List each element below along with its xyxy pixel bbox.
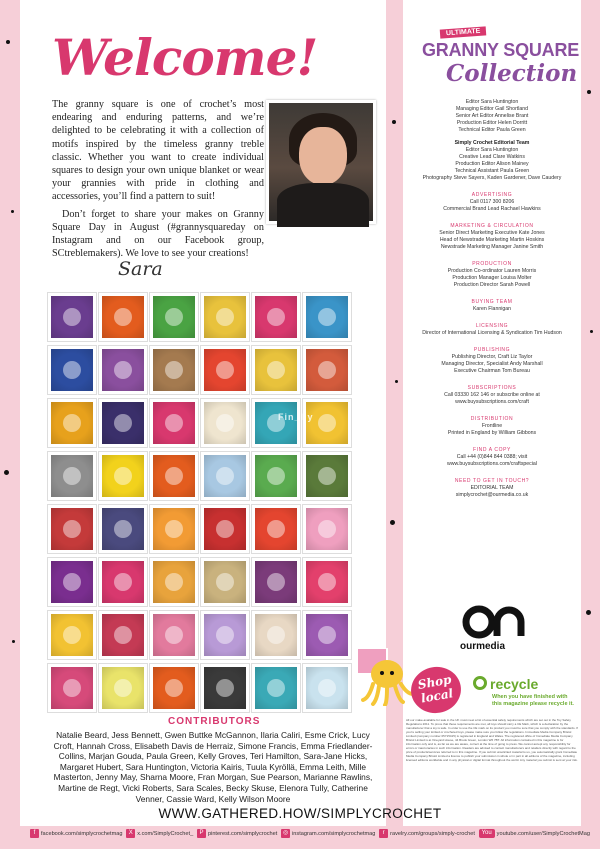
granny-square-tile [48,611,96,659]
photo-face [299,127,347,185]
ink-speckle [4,470,9,475]
ink-speckle [395,380,398,383]
welcome-heading: Welcome! [52,28,318,87]
social-link[interactable] [126,829,193,838]
social-link[interactable] [379,829,475,838]
granny-square-tile [303,664,351,712]
credits-line: EDITORIAL TEAM [470,485,514,491]
credits-list [405,99,579,499]
social-link-label: instagram.com/simplycrochetmag [292,830,376,837]
granny-square-tile [99,346,147,394]
granny-square-tile [48,399,96,447]
credits-section-heading: ADVERTISING [471,192,513,198]
credits-line: www.buysubscriptions.com/craft [455,399,529,405]
granny-square-tile [48,505,96,553]
photo-body [277,183,369,227]
ink-speckle [587,90,591,94]
social-link[interactable] [281,829,375,838]
granny-square-tile [48,664,96,712]
ink-speckle [390,520,395,525]
credits-line: Newstrade Marketing Manager Janine Smith [440,244,544,250]
credits-line: simplycrochet@ourmedia.co.uk [455,492,529,498]
credits-section-heading: DISTRIBUTION [470,416,514,422]
credits-line: Editor Sara Huntington [465,147,519,153]
ink-speckle [11,210,14,213]
ink-speckle [392,120,396,124]
crochet-octopus-icon [355,648,415,706]
granny-square-tile [252,505,300,553]
granny-square-tile [201,452,249,500]
pinterest-icon: P [197,829,206,838]
ultimate-badge: ULTIMATE [440,26,487,38]
granny-square-tile [252,346,300,394]
social-links [30,829,590,838]
granny-square-tile [48,452,96,500]
granny-square-tile [303,611,351,659]
ink-speckle [590,330,593,333]
granny-square-tile [48,293,96,341]
granny-square-tile [201,558,249,606]
ourmedia-wordmark: ourmedia [460,641,506,652]
credits-line: Technical Assistant Paula Green [454,168,530,174]
contributors-title: CONTRIBUTORS [168,716,261,727]
recycle-icon [473,676,487,690]
credits-line: Managing Editor Gail Shortland [455,106,529,112]
credits-section-heading: PRODUCTION [472,261,512,267]
granny-square-tile [303,558,351,606]
credits-line: www.buysubscriptions.com/craftspecial [447,461,537,467]
recycle-wordmark: recycle [490,676,539,692]
credits-line: Production Editor Helen Dorritt [456,120,528,126]
granny-square-tile [48,346,96,394]
social-link-label: ravelry.com/groups/simply-crochet [390,830,475,837]
granny-square-tile [201,505,249,553]
credits-section-heading: LICENSING [475,323,509,329]
granny-square-tile [48,558,96,606]
credits-line: Publishing Director, Craft Liz Taylor [451,354,533,360]
credits-line: Creative Lead Clare Watkins [459,154,525,160]
youtube-icon: You [479,829,495,838]
editor-signature: Sara [118,258,163,280]
credits-line: Editor Sara Huntington [465,99,519,105]
ink-speckle [12,640,15,643]
masthead-subtitle: Collection [446,60,578,87]
credits-line: Head of Newstrade Marketing Martin Hoskins [439,237,545,243]
masthead-title: GRANNY SQUARE [422,40,580,60]
intro-paragraph: Don’t forget to share your makes on Granny Square Day in August (#grannysquareday on Instagram and on our Facebook group, SCtreblemakers). We love to see your creations! [52,208,264,260]
credits-section-heading: FIND A COPY [473,447,511,453]
granny-square-tile [252,664,300,712]
recycle-message: When you have finished with this magazine please recycle it. [492,694,574,707]
credits-line: Call 03330 162 146 or subscribe online at [444,392,540,398]
social-link[interactable] [197,829,277,838]
granny-square-tile [150,399,198,447]
granny-square-tile [99,293,147,341]
granny-square-tile [99,611,147,659]
granny-square-tile [150,505,198,553]
granny-square-tile [201,611,249,659]
granny-square-tile [252,399,300,447]
granny-square-tile [303,505,351,553]
granny-square-tile [150,558,198,606]
ravelry-icon: r [379,829,388,838]
facebook-icon: f [30,829,39,838]
granny-square-tile [303,293,351,341]
social-link[interactable] [30,829,122,838]
granny-square-tile [150,664,198,712]
credits-line: Production Manager Louisa Molter [452,275,532,281]
credits-line: Senior Direct Marketing Executive Kate Jones [439,230,545,236]
social-link-label: facebook.com/simplycrochetmag [41,830,123,837]
granny-square-tile [150,293,198,341]
ourmedia-logo-icon [461,602,525,640]
editor-photo [266,100,376,224]
credits-line: Frontline [481,423,503,429]
credits-line: Call 0117 300 8206 [469,199,515,205]
granny-square-tile [99,505,147,553]
credits-line: Managing Director, Specialist Andy Marshall [441,361,543,367]
website-url[interactable]: WWW.GATHERED.HOW/SIMPLYCROCHET [158,806,442,821]
granny-square-tile [201,664,249,712]
granny-square-tile [201,293,249,341]
watermark: Fin_lly [278,412,314,422]
credits-team-heading: Simply Crochet Editorial Team [454,140,530,146]
granny-square-tile [150,452,198,500]
intro-text [52,98,264,260]
granny-square-tile [252,558,300,606]
credits-line: Production Director Sarah Powell [453,282,531,288]
contributors-list: Natalie Beard, Jess Bennett, Gwen Buttke McGannon, Ilaria Caliri, Esme Crick, Lucy Croft, Hannah Cross, Elisabeth Davis de Herraiz, Simone Francis, Emma Friedlander-Collins, Marjan Gouda, Paula Green, Kelly Groves, Teri Hamilton, Sara-Jane Hicks, Margaret Hubert, Sara Huntington, Victoria Kairis, Tuula Kyröllä, Emma Leith, Mille Masterton, Jenny May, Sharna Moore, Fran Morgan, Sue Pearson, Marianne Rawlins, Martine de Regt, Vicki Roberts, Sara Scales, Becky Skuse, Elenora Tully, Catherine Venner, Cassie Ward, Kelly Wilson Moore [53,730,373,804]
credits-line: Production Editor Alison Mainey [455,161,529,167]
social-link-label: pinterest.com/simplycrochet [207,830,278,837]
granny-square-tile [150,611,198,659]
credits-section-heading: MARKETING & CIRCULATION [450,223,534,229]
granny-square-tile [99,452,147,500]
ink-speckle [586,610,591,615]
granny-square-tile [201,399,249,447]
instagram-icon: ◎ [282,830,289,836]
credits-line: Production Co-ordinator Lauren Morris [447,268,537,274]
credits-section-heading: PUBLISHING [473,347,511,353]
granny-square-tile [201,346,249,394]
social-link-label: x.com/SimplyCrochet_ [137,830,194,837]
credits-line: Printed in England by William Gibbons [447,430,537,436]
credits-line: Call +44 (0)844 844 0388; visit [456,454,528,460]
credits-section-heading: SUBSCRIPTIONS [467,385,517,391]
credits-line: Commercial Brand Lead Rachael Hawkins [443,206,541,212]
granny-square-tile [303,346,351,394]
x-icon: X [126,829,135,838]
social-link-label: youtube.com/user/SimplyCrochetMag [496,830,590,837]
credits-line: Director of International Licensing & Syndication Tim Hudson [422,330,562,336]
credits-section-heading: NEED TO GET IN TOUCH? [454,478,530,484]
granny-square-tile [252,452,300,500]
credits-line: Executive Chairman Tom Bureau [454,368,530,374]
granny-square-tile [303,399,351,447]
shop-local-badge: Shop local [407,663,464,717]
credits-line: Technical Editor Paula Green [458,127,526,133]
granny-square-tile [252,611,300,659]
credits-line: Senior Art Editor Annelise Brant [455,113,529,119]
ink-speckle [6,40,10,44]
intro-paragraph: The granny square is one of crochet’s most endearing and enduring patterns, and we’re delighted to be celebrating it with a collection of motifs inspired by the timeless granny treble classic. Whether you want to create individual squares to design your own unique blanket or wear your grannies with pride in clothing and accessories, you’ll find a pattern to suit! [52,99,264,203]
granny-square-tile [303,452,351,500]
granny-square-tile [99,399,147,447]
granny-square-tile [99,664,147,712]
granny-square-tile [99,558,147,606]
granny-square-grid [48,293,351,712]
credits-line: Photography Steve Sayers, Kaden Gardener, Dave Caudery [422,175,562,181]
legal-fine-print: All our make-available for sale in the UK must meet a list of essential safety requirements which are set out in the Toy Safety Regulations 2011. To prove that these requirements are met, all toys should carry a CE Mark, which is a declaration by the manufacturer that a toy is safe. In order to use the CE mark on its product you must be sure that you comply with the standards. If you’re selling your knitted or crocheted toys, please make sure you follow the regulations. Immediate Media Company Bristol Limited (company number 05715415) is registered in England and Wales. The registered office of Immediate Media Company Bristol Limited is at Vineyard House, 44 Brook Green, London W6 7BT. All information contained in this magazine is for information only and is, as far as we are aware, correct at the time of going to press. We cannot accept any responsibility for errors or inaccuracies in such information. Readers are advised to contact manufacturers and retailers directly with regard to the price of products/services referred to in this magazine. If you submit unsolicited material to us, you automatically grant Immediate Media Company Bristol Limited a licence to publish your submission in whole or in part in all editions of the magazine, including licensed editions worldwide and in any physical or digital format throughout the world. Any material you submit is sent at your risk. [406,718,578,762]
granny-square-tile [252,293,300,341]
social-link[interactable] [479,829,590,838]
credits-section-heading: BUYING TEAM [471,299,513,305]
granny-square-tile [150,346,198,394]
credits-line: Karen Flannigan [472,306,512,312]
